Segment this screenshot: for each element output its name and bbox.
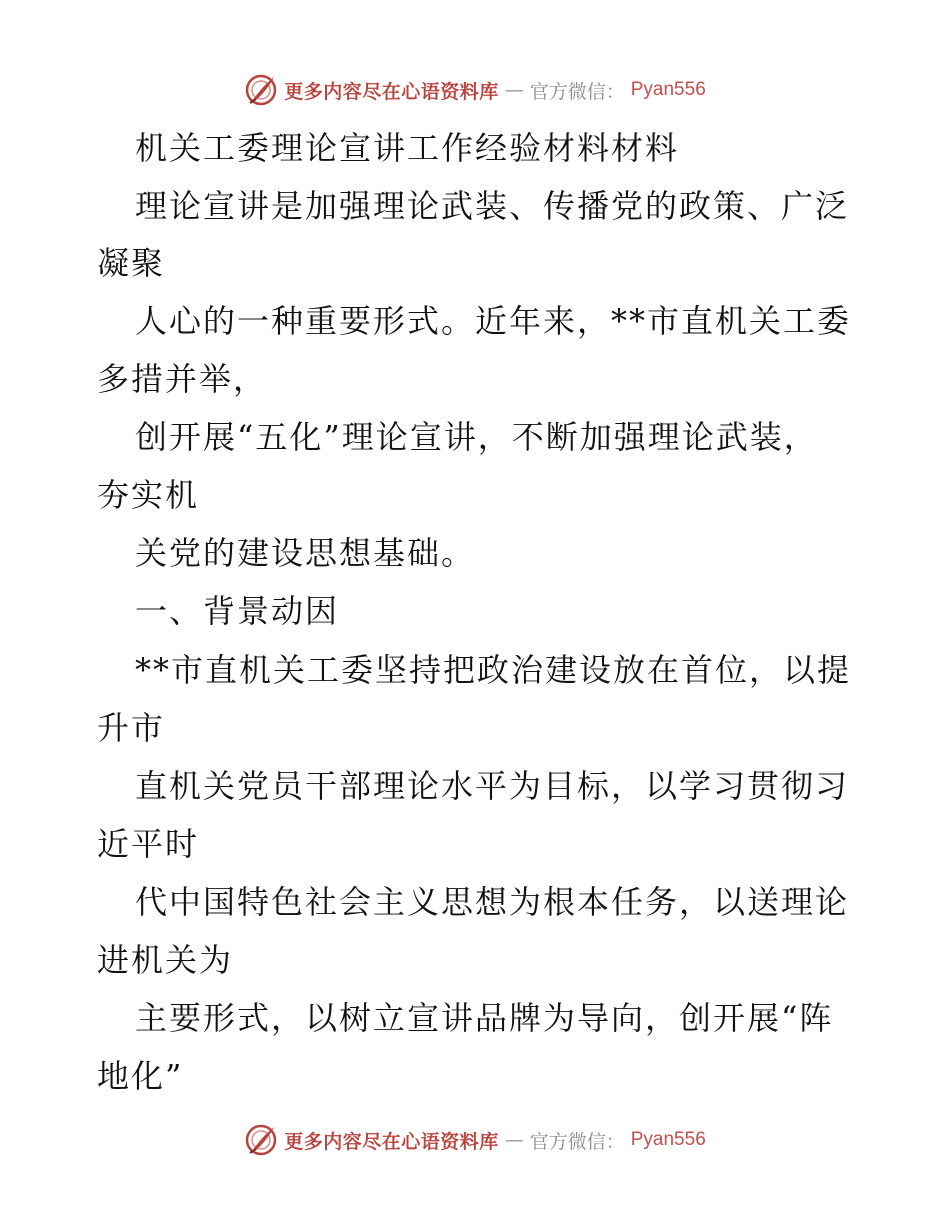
paragraph-line: 进机关为 (97, 941, 234, 979)
section-heading: 一、背景动因 (135, 592, 340, 630)
paragraph-line: 代中国特色社会主义思想为根本任务，以送理论 (135, 883, 850, 921)
paragraph-line: 夯实机 (97, 476, 200, 514)
watermark-dash: — (504, 79, 524, 101)
watermark-code: Pyan556 (630, 1129, 706, 1150)
paragraph-line: 人心的一种重要形式。近年来，**市直机关工委 (135, 302, 852, 340)
watermark-brand-text: 更多内容尽在心语资料库 (284, 1130, 499, 1153)
watermark-code: Pyan556 (630, 79, 706, 100)
paragraph-line: 升市 (97, 709, 166, 747)
paragraph-line: 直机关党员干部理论水平为目标，以学习贯彻习 (135, 767, 850, 805)
watermark-brand-text: 更多内容尽在心语资料库 (284, 80, 499, 103)
paragraph-line: 关党的建设思想基础。 (135, 534, 476, 572)
feather-ink-logo-icon (244, 1123, 278, 1157)
paragraph-line: 地化” (97, 1057, 184, 1095)
paragraph-line: 理论宣讲是加强理论武装、传播党的政策、广泛 (135, 187, 850, 225)
paragraph-line: **市直机关工委坚持把政治建设放在首位，以提 (135, 651, 852, 689)
document-title: 机关工委理论宣讲工作经验材料材料 (135, 129, 680, 167)
paragraph-line: 凝聚 (97, 244, 166, 282)
watermark-label: 官方微信： (529, 80, 625, 103)
paragraph-line: 多措并举， (97, 360, 268, 398)
paragraph-line: 近平时 (97, 825, 200, 863)
paragraph-line: 创开展“五化”理论宣讲，不断加强理论武装， (135, 418, 818, 456)
paragraph-line: 主要形式，以树立宣讲品牌为导向，创开展“阵 (135, 999, 834, 1037)
watermark-label: 官方微信： (529, 1130, 625, 1153)
footer-watermark (0, 1120, 950, 1160)
watermark-dash: — (504, 1129, 524, 1151)
